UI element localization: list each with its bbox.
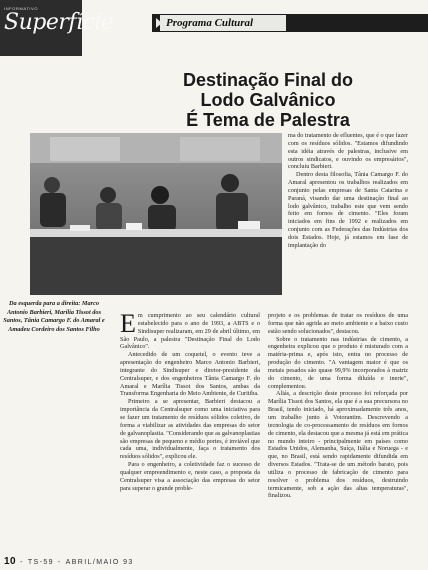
paragraph: projeto e os problemas de tratar os resíduos de uma forma que não agrida ao meio ambiente e a baixo custo estão sendo solucionados", destacou.	[268, 312, 408, 335]
logo-small-text: INFORMATIVO	[4, 6, 39, 11]
event-photo	[30, 133, 282, 295]
drop-cap: E	[120, 309, 136, 338]
logo-script-text: Superfície	[4, 10, 114, 35]
event-photo-image	[30, 133, 282, 295]
paragraph-opening	[120, 309, 260, 351]
article-column-right-top	[288, 132, 408, 308]
headline-line: É Tema de Palestra	[186, 110, 350, 130]
paragraph: Dentro desta filosofia, Tânia Camargo F. do Amaral apresentou os trabalhos realizados em conjunto pelas empresas de Santa Catarina e Paraná, visando dar uma destinação final ao lodo galvânico, trabalho este que vem sendo feito em fornos de cimento. "Eles foram iniciados em fins de 1992 e realizados em conjunto com as Federações das Indústrias dos dois Estados. Hoje, já estamos em fase de implantação do	[288, 171, 408, 249]
paragraph: Sobre o tratamento nas indústrias de cimento, a engenheira explicou que o produto é misturado com a matéria-prima e, após isto, entra no processo de produção do cimento. "A vantagem maior é que os metais pesados são quase 99,9% incorporados à matriz do cimento, de uma forma diluída e inerte", complementou.	[268, 335, 408, 390]
paragraph: ma do tratamento de efluentes, que é o que fazer com os resíduos sólidos. "Estamos difundindo esta idéia através de palestras, inclusive em outros sindicatos, e ouvindo os empresários", concluiu Barbieri.	[288, 132, 408, 171]
page-footer: 10 - TS-59 - ABRIL/MAIO 93	[4, 556, 134, 567]
paragraph: Primeiro a se apresentar, Barbieri destacou a importância da Centralsuper como uma iniciativa para se fazer um tratamento de resíduos sólidos coletivo, de forma a viabilizar as atividades das empresas do setor de galvanoplastia. "Considerando que as galvanoplastias são empresas de pequeno e médio portes, é inviável que cada uma, individualmente, faça o tratamento dos resíduos sólidos", explicou ele.	[120, 398, 260, 461]
headline-line: Lodo Galvânico	[200, 90, 336, 110]
publication-logo	[0, 0, 114, 56]
page-number: 10	[4, 556, 17, 567]
paragraph: Para o engenheiro, a coletividade faz o sucesso de qualquer empreendimento e, neste caso, a proposta da Centralsuper visa a associação das empresas do setor para superar o grande proble-	[120, 461, 260, 492]
issue-date: ABRIL/MAIO 93	[65, 559, 134, 566]
headline-line: Destinação Final do	[182, 70, 354, 90]
paragraph-text: m cumprimento ao seu calendário cultural estabelecido para o ano de 1993, a ABTS e o Sindisuper realizaram, em 29 de abril último, em São Paulo, a palestra "Destinação Final do Lodo Galvânico".	[120, 312, 260, 351]
paragraph: Aliás, a descrição deste processo foi reforçada por Marília Tissot dos Santos, ela que é a sua precursora no Brasil, tendo iniciado, há aproximadamente três anos, um trabalho junto à Votorantim. Descrevendo a tecnologia de co-processamento de resíduos em fornos de cimento, ela destacou que a mesma já está em prática no mundo inteiro - principalmente em países como Estados Unidos, Alemanha, Suíça, Itália e Noruega - e que, no Brasil, está sendo rapidamente difundida em diversos Estados. "Trata-se de um método barato, pois utiliza o processo de fabricação de cimento para resolver o problema dos resíduos, destruindo termicamente, sob a ação das altas temperaturas", finalizou.	[268, 390, 408, 500]
paragraph: Antecedido de um coquetel, o evento teve a apresentação do engenheiro Marco Antonio Barbieri, integrante do Sindisuper e diretor-presidente da Centralsuper, e dos engenheiros Tânia Camargo F. do Amaral e Marília Tissot dos Santos, ambas da Transforma Engenharia do Meio Ambiente, de Curitiba.	[120, 351, 260, 398]
issue-number: TS-59	[27, 559, 54, 566]
article-headline	[168, 70, 368, 130]
photo-caption: Da esquerda para a direita: Marco Antonio Barbieri, Marília Tissot dos Santos, Tânia Camargo F. do Amaral e Amadeu Cordeiro dos Santos Filho	[3, 300, 105, 333]
section-label: Programa Cultural	[160, 15, 286, 31]
article-column-middle	[120, 309, 260, 552]
article-column-right-bottom	[268, 312, 408, 552]
